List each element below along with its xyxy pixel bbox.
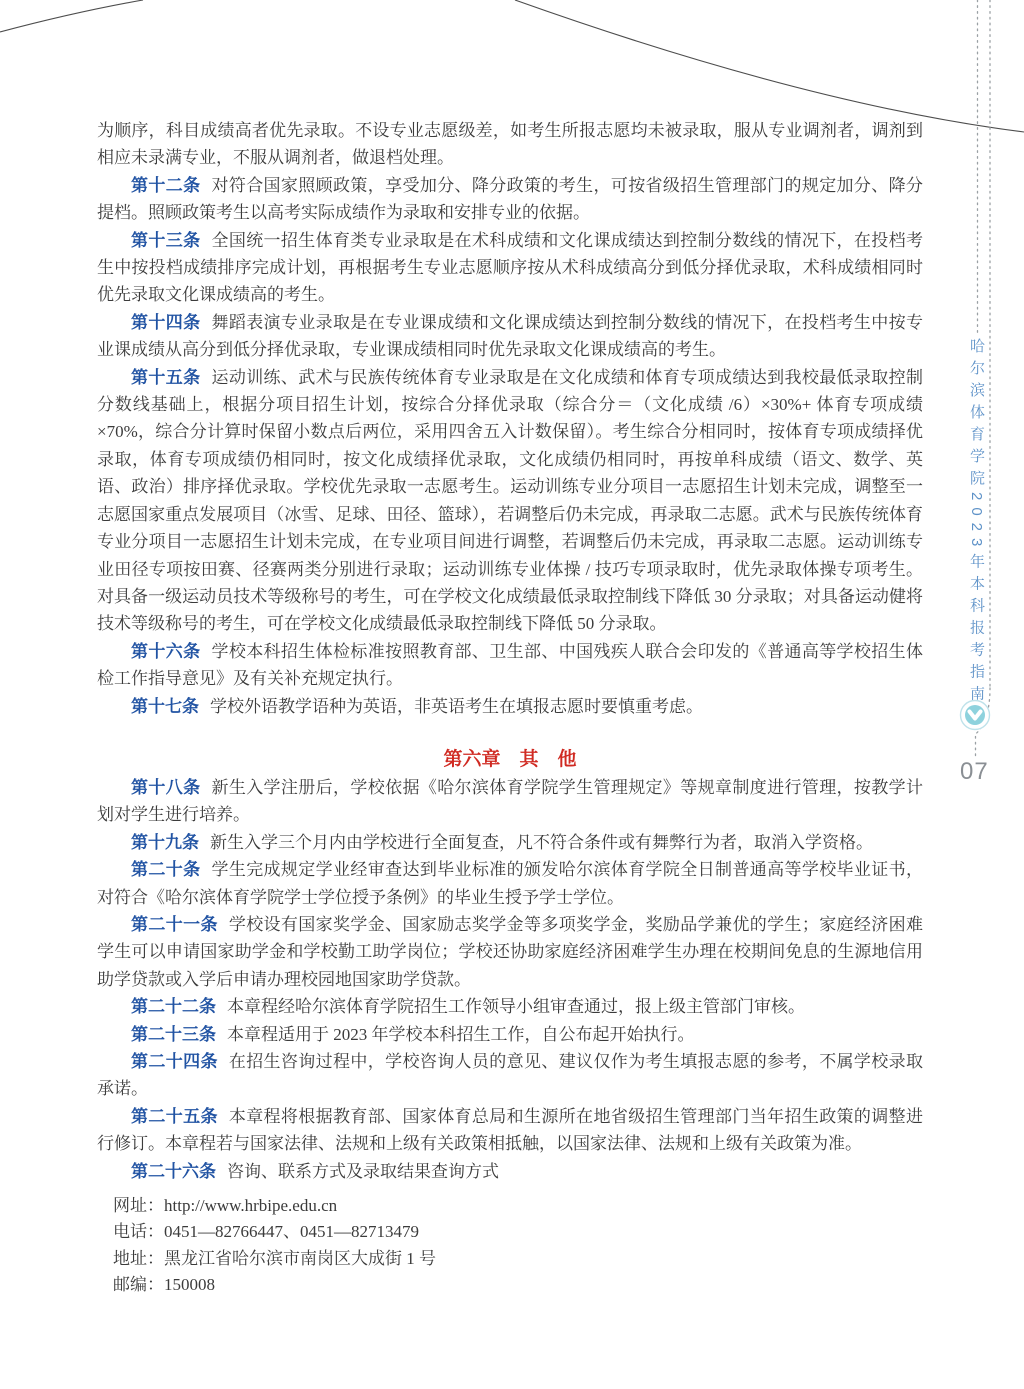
- article-number: 第二十二条: [131, 997, 216, 1017]
- article-text: 咨询、联系方式及录取结果查询方式: [227, 1161, 499, 1181]
- arc-top-left: [0, 0, 143, 32]
- intro-paragraph: 为顺序，科目成绩高者优先录取。不设专业志愿级差，如考生所报志愿均未被录取，服从专业调剂者，调剂到相应未录满专业，不服从调剂者，做退档处理。: [97, 121, 923, 168]
- contact-phone: 电话：0451—82766447、0451—82713479: [113, 1222, 419, 1242]
- article-number: 第十四条: [131, 312, 201, 332]
- article-paragraph: [97, 1158, 923, 1185]
- article-text: 本章程适用于 2023 年学校本科招生工作，自公布起开始执行。: [227, 1024, 695, 1044]
- main-content: [97, 117, 923, 1298]
- article-text: 学校外语教学语种为英语，非英语考生在填报志愿时要慎重考虑。: [210, 696, 703, 716]
- article-number: 第十九条: [131, 832, 199, 852]
- article-paragraph: [97, 693, 923, 720]
- article-number: 第二十三条: [131, 1024, 216, 1044]
- article-paragraph: [97, 172, 923, 227]
- article-paragraph: [97, 227, 923, 309]
- article-text: 运动训练、武术与民族传统体育专业录取是在文化成绩和体育专项成绩达到我校最低录取控制分数线基础上，根据分项目招生计划，按综合分择优录取（综合分＝（文化成绩 /6）×30%+ 体育专项成绩 ×70%，综合分计算时保留小数点后两位，采用四舍五入计数保留）。考生综合分相同时，按体育专项成绩择优录取，体育专项成绩仍相同时，按文化成绩择优录取，文化成绩仍相同时，再按单科成绩（语文、数学、英语、政治）排序择优录取。学校优先录取一志愿考生。运动训练专业分项目一志愿招生计划未完成，调整至一志愿国家重点发展项目（冰雪、足球、田径、篮球），若调整后仍未完成，再录取二志愿。武术与民族传统体育专业分项目一志愿招生计划未完成，在专业项目间进行调整，若调整后仍未完成，再录取二志愿。运动训练专业田径专项按田赛、径赛两类分别进行录取；运动训练专业体操 / 技巧专项录取时，优先录取体操专项考生。对具备一级运动员技术等级称号的考生，可在学校文化成绩最低录取控制线下降低 30 分录取；对具备运动健将技术等级称号的考生，可在学校文化成绩最低录取控制线下降低 50 分录取。: [97, 367, 924, 634]
- article-number: 第十七条: [131, 696, 199, 716]
- contact-address: 地址：黑龙江省哈尔滨市南岗区大成街 1 号: [113, 1248, 436, 1268]
- article-text: 全国统一招生体育类专业录取是在术科成绩和文化课成绩达到控制分数线的情况下，在投档考生中按投档成绩排序完成计划，再根据考生专业志愿顺序按从术科成绩高分到低分择优录取，术科成绩相同时优先录取文化课成绩高的考生。: [97, 230, 924, 305]
- article-text: 学生完成规定学业经审查达到毕业标准的颁发哈尔滨体育学院全日制普通高等学校毕业证书，对符合《哈尔滨体育学院学士学位授予条例》的毕业生授予学士学位。: [97, 860, 924, 907]
- articles-after: [97, 774, 923, 1185]
- article-paragraph: [97, 638, 923, 693]
- article-paragraph: [97, 1048, 923, 1103]
- article-number: 第二十条: [131, 860, 201, 880]
- article-number: 第二十一条: [131, 914, 218, 934]
- article-paragraph: [97, 911, 923, 993]
- article-text: 舞蹈表演专业录取是在专业课成绩和文化课成绩达到控制分数线的情况下，在投档考生中按专业课成绩从高分到低分择优录取，专业课成绩相同时优先录取文化课成绩高的考生。: [97, 312, 924, 360]
- article-paragraph: [97, 1021, 923, 1048]
- contact-zipcode: 邮编：150008: [113, 1274, 215, 1294]
- page-number: 07: [960, 758, 989, 785]
- sidebar-title: 哈尔滨体育学院2023年本科报考指南: [968, 338, 985, 708]
- article-paragraph: [97, 856, 923, 911]
- article-paragraph: [97, 309, 923, 364]
- contact-block: [113, 1193, 923, 1298]
- article-text: 本章程经哈尔滨体育学院招生工作领导小组审查通过，报上级主管部门审核。: [227, 997, 805, 1017]
- chapter-heading: 第六章 其 他: [443, 748, 577, 770]
- article-text: 新生入学注册后，学校依据《哈尔滨体育学院学生管理规定》等规章制度进行管理，按教学计划对学生进行培养。: [97, 777, 924, 825]
- article-paragraph: [97, 1103, 923, 1158]
- article-text: 新生入学三个月内由学校进行全面复查，凡不符合条件或有舞弊行为者，取消入学资格。: [210, 832, 873, 852]
- article-number: 第十二条: [131, 175, 201, 195]
- article-number: 第十八条: [131, 777, 201, 797]
- article-number: 第十三条: [131, 230, 201, 250]
- article-number: 第二十四条: [131, 1052, 218, 1071]
- article-number: 第十六条: [131, 641, 201, 661]
- article-text: 学校设有国家奖学金、国家励志奖学金等多项奖学金，奖励品学兼优的学生；家庭经济困难学生可以申请国家助学金和学校勤工助学岗位；学校还协助家庭经济困难学生办理在校期间免息的生源地信用助学贷款或入学后申请办理校园地国家助学贷款。: [97, 914, 924, 989]
- contact-website: 网址：http://www.hrbipe.edu.cn: [113, 1196, 338, 1216]
- article-text: 本章程将根据教育部、国家体育总局和生源所在地省级招生管理部门当年招生政策的调整进行修订。本章程若与国家法律、法规和上级有关政策相抵触，以国家法律、法规和上级有关政策为准。: [97, 1106, 924, 1154]
- article-paragraph: [97, 364, 923, 638]
- article-number: 第十五条: [131, 367, 201, 387]
- article-paragraph: [97, 993, 923, 1020]
- article-text: 对符合国家照顾政策，享受加分、降分政策的考生，可按省级招生管理部门的规定加分、降分提档。照顾政策考生以高考实际成绩作为录取和安排专业的依据。: [97, 175, 924, 223]
- article-number: 第二十五条: [131, 1106, 218, 1126]
- article-text: 在招生咨询过程中，学校咨询人员的意见、建议仅作为考生填报志愿的参考，不属学校录取承诺。: [97, 1052, 924, 1099]
- article-number: 第二十六条: [131, 1161, 216, 1181]
- article-paragraph: [97, 829, 923, 856]
- article-text: 学校本科招生体检标准按照教育部、卫生部、中国残疾人联合会印发的《普通高等学校招生体检工作指导意见》及有关补充规定执行。: [97, 641, 924, 689]
- articles-before: [97, 172, 923, 720]
- article-paragraph: [97, 774, 923, 829]
